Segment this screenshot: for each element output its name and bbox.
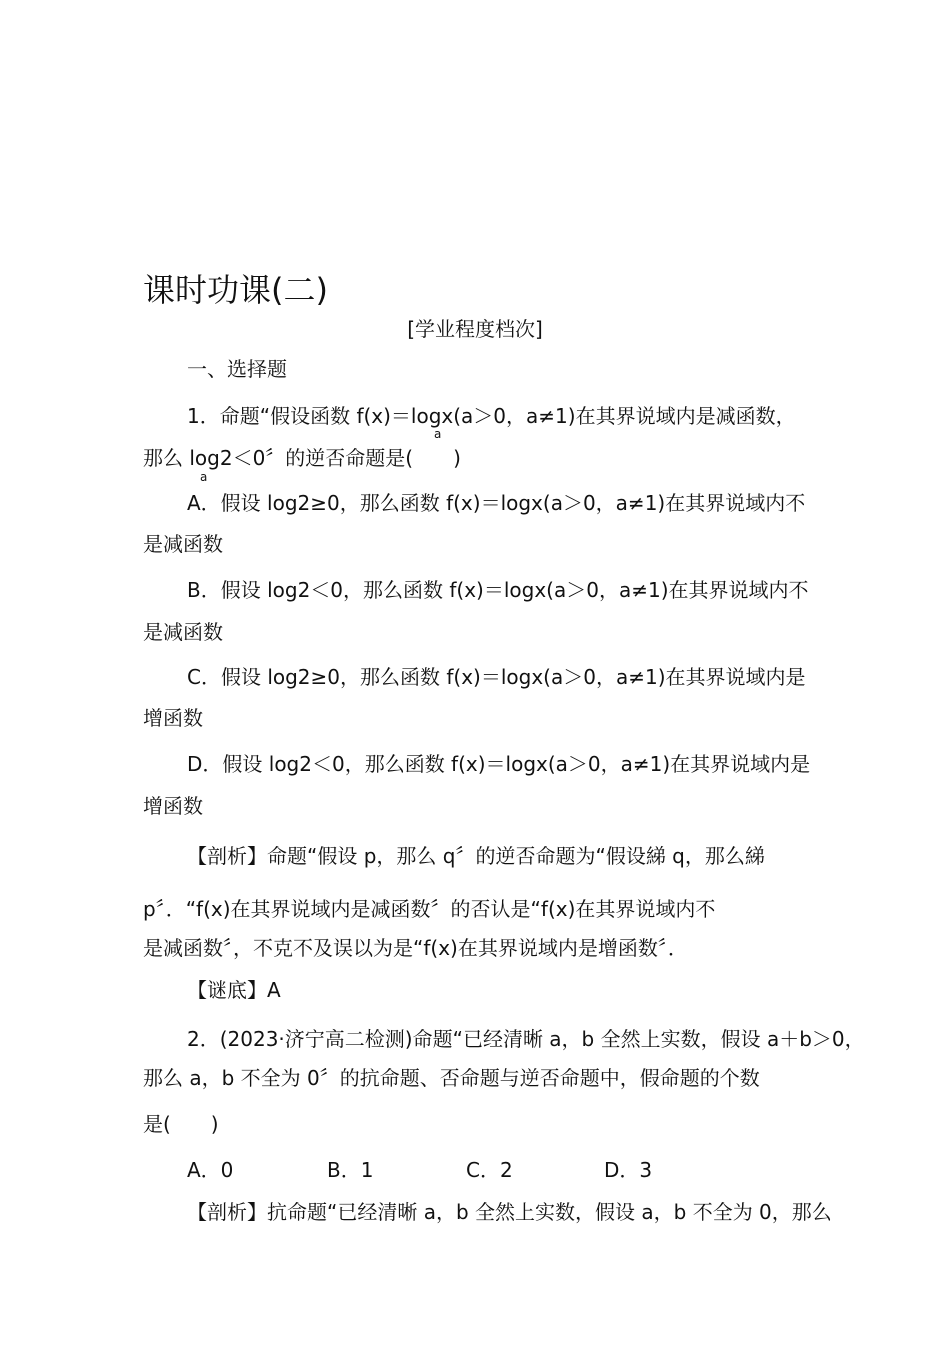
q1-analysis-line1: 【剖析】命题“假设 p，那么 q〞的逆否命题为“假设綈 q，那么綈 <box>187 844 765 868</box>
q1-option-d-line2: 增函数 <box>143 794 203 818</box>
q1-analysis-line2: p〞．“f(x)在其界说域内是减函数〞的否认是“f(x)在其界说域内不 <box>143 897 716 921</box>
q1-stem-line2: 那么 log2＜0〞的逆否命题是( ) <box>143 446 461 470</box>
page-title: 课时功课(二) <box>143 271 328 309</box>
section-label: 一、选择题 <box>187 357 287 381</box>
q2-stem-line3: 是( ) <box>143 1112 219 1136</box>
q1-analysis-line3: 是减函数〞，不克不及误以为是“f(x)在其界说域内是增函数〞． <box>143 936 688 960</box>
q1-option-c-line1: C．假设 log2≥0，那么函数 f(x)＝logx(a＞0，a≠1)在其界说域内是 <box>187 665 806 689</box>
q1-answer: 【谜底】A <box>187 978 281 1002</box>
q1-stem-line1: 1．命题“假设函数 f(x)＝logx(a＞0，a≠1)在其界说域内是减函数， <box>187 404 796 428</box>
q2-option-b: B．1 <box>327 1158 374 1182</box>
q1-option-d-line1: D．假设 log2＜0，那么函数 f(x)＝logx(a＞0，a≠1)在其界说域内是 <box>187 752 811 776</box>
level-subtitle: [学业程度档次] <box>407 317 543 341</box>
q2-analysis-line1: 【剖析】抗命题“已经清晰 a，b 全然上实数，假设 a，b 不全为 0，那么 <box>187 1200 832 1224</box>
q1-option-a-line1: A．假设 log2≥0，那么函数 f(x)＝logx(a＞0，a≠1)在其界说域内不 <box>187 491 806 515</box>
q2-option-d: D．3 <box>604 1158 653 1182</box>
q1-option-b-line1: B．假设 log2＜0，那么函数 f(x)＝logx(a＞0，a≠1)在其界说域内不 <box>187 578 809 602</box>
q2-option-a: A．0 <box>187 1158 234 1182</box>
q1-subscript-a: a <box>434 427 442 441</box>
q2-stem-line2: 那么 a，b 不全为 0〞的抗命题、否命题与逆否命题中，假命题的个数 <box>143 1066 760 1090</box>
q1-option-c-line2: 增函数 <box>143 706 203 730</box>
q1-subscript-a2: a <box>200 470 208 484</box>
q1-option-b-line2: 是减函数 <box>143 620 223 644</box>
q1-option-a-line2: 是减函数 <box>143 532 223 556</box>
q2-stem-line1: 2．(2023·济宁高二检测)命题“已经清晰 a，b 全然上实数，假设 a＋b＞0， <box>187 1027 865 1051</box>
q2-option-c: C．2 <box>466 1158 513 1182</box>
